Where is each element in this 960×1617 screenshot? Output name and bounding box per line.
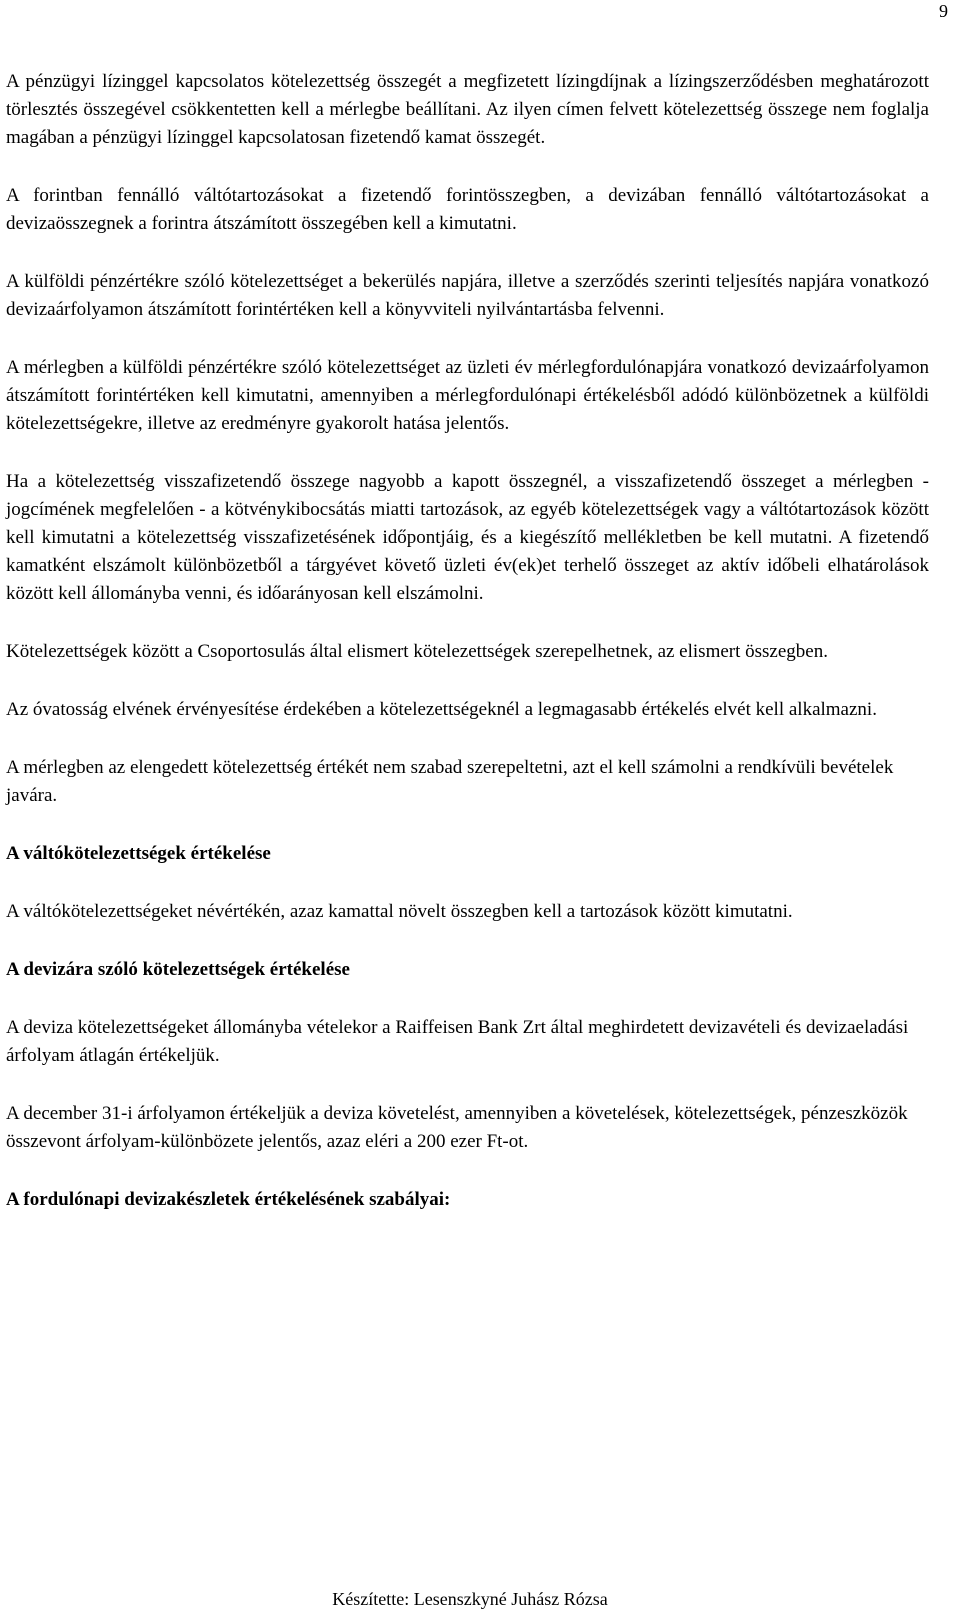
paragraph-december-arfolyam: A december 31-i árfolyamon értékeljük a deviza követelést, amennyiben a követelések, kötelezettségek, pénzeszközök összevont árfolyam-különbözete jelentős, azaz eléri a 200 ezer Ft-ot. bbox=[6, 1103, 908, 1152]
heading-deviza-kotelezettsegek: A devizára szóló kötelezettségek értékelése bbox=[6, 959, 350, 980]
paragraph-elengedett: A mérlegben az elengedett kötelezettség értékét nem szabad szerepeltetni, azt el kell számolni a rendkívüli bevételek javára. bbox=[6, 757, 894, 806]
heading-valtokotelezettsegek: A váltókötelezettségek értékelése bbox=[6, 843, 271, 864]
page-footer bbox=[0, 1588, 940, 1610]
paragraph-forint-valtotartozas: A forintban fennálló váltótartozásokat a fizetendő forintösszegben, a devizában fennálló váltótartozásokat a devizaösszegnek a forintra átszámított összegében kell a kimutatni. bbox=[6, 185, 929, 234]
footer-author: Készítette: Lesenszkyné Juhász Rózsa bbox=[332, 1589, 608, 1609]
paragraph-deviza-allomany: A deviza kötelezettségeket állományba vételekor a Raiffeisen Bank Zrt által meghirdetett devizavételi és devizaeladási árfolyam átlagán értékeljük. bbox=[6, 1017, 909, 1066]
paragraph-kulfoldi-penzertek: A külföldi pénzértékre szóló kötelezettséget a bekerülés napjára, illetve a szerződés szerinti teljesítés napjára vonatkozó devizaárfolyamon átszámított forintértéken kell a könyvviteli nyilvántartásba felvenni. bbox=[6, 271, 929, 320]
page-number: 9 bbox=[939, 1, 948, 21]
paragraph-csoportosulas: Kötelezettségek között a Csoportosulás által elismert kötelezettségek szerepelhetnek, az elismert összegben. bbox=[6, 641, 828, 662]
paragraph-ovatossag: Az óvatosság elvének érvényesítése érdekében a kötelezettségeknél a legmagasabb értékelés elvét kell alkalmazni. bbox=[6, 699, 877, 720]
paragraph-penzugyi-lizing: A pénzügyi lízinggel kapcsolatos kötelezettség összegét a megfizetett lízingdíjnak a lízingszerződésben meghatározott törlesztés összegével csökkentetten kell a mérlegbe beállítani. Az ilyen címen felvett kötelezettség összege nem foglalja magában a pénzügyi lízinggel kapcsolatosan fizetendő kamat összegét. bbox=[6, 71, 929, 148]
paragraph-merleg-kulfoldi: A mérlegben a külföldi pénzértékre szóló kötelezettséget az üzleti év mérlegfordulónapjára vonatkozó devizaárfolyamon átszámított forintértéken kell kimutatni, amennyiben a mérlegfordulónapi értékelésből adódó különbözetnek a külföldi kötelezettségekre, illetve az eredményre gyakorolt hatása jelentős. bbox=[6, 357, 929, 434]
heading-fordulonapi-devizakeszletek: A fordulónapi devizakészletek értékelésének szabályai: bbox=[6, 1189, 451, 1210]
paragraph-valtokotelezettsegek: A váltókötelezettségeket névértékén, azaz kamattal növelt összegben kell a tartozások között kimutatni. bbox=[6, 901, 793, 922]
paragraph-visszafizetendo: Ha a kötelezettség visszafizetendő összege nagyobb a kapott összegnél, a visszafizetendő összeget a mérlegben - jogcímének megfelelően - a kötvénykibocsátás miatti tartozások, az egyéb kötelezettségek vagy a váltótartozások között kell kimutatni a kötelezettség visszafizetésének időpontjáig, és a kiegészítő mellékletben be kell mutatni. A fizetendő kamatként elszámolt különbözetből a tárgyévet követő üzleti év(ek)et terhelő összeget az aktív időbeli elhatárolások között kell állományba venni, és időarányosan kell elszámolni. bbox=[6, 471, 929, 604]
document-body bbox=[6, 68, 929, 1244]
